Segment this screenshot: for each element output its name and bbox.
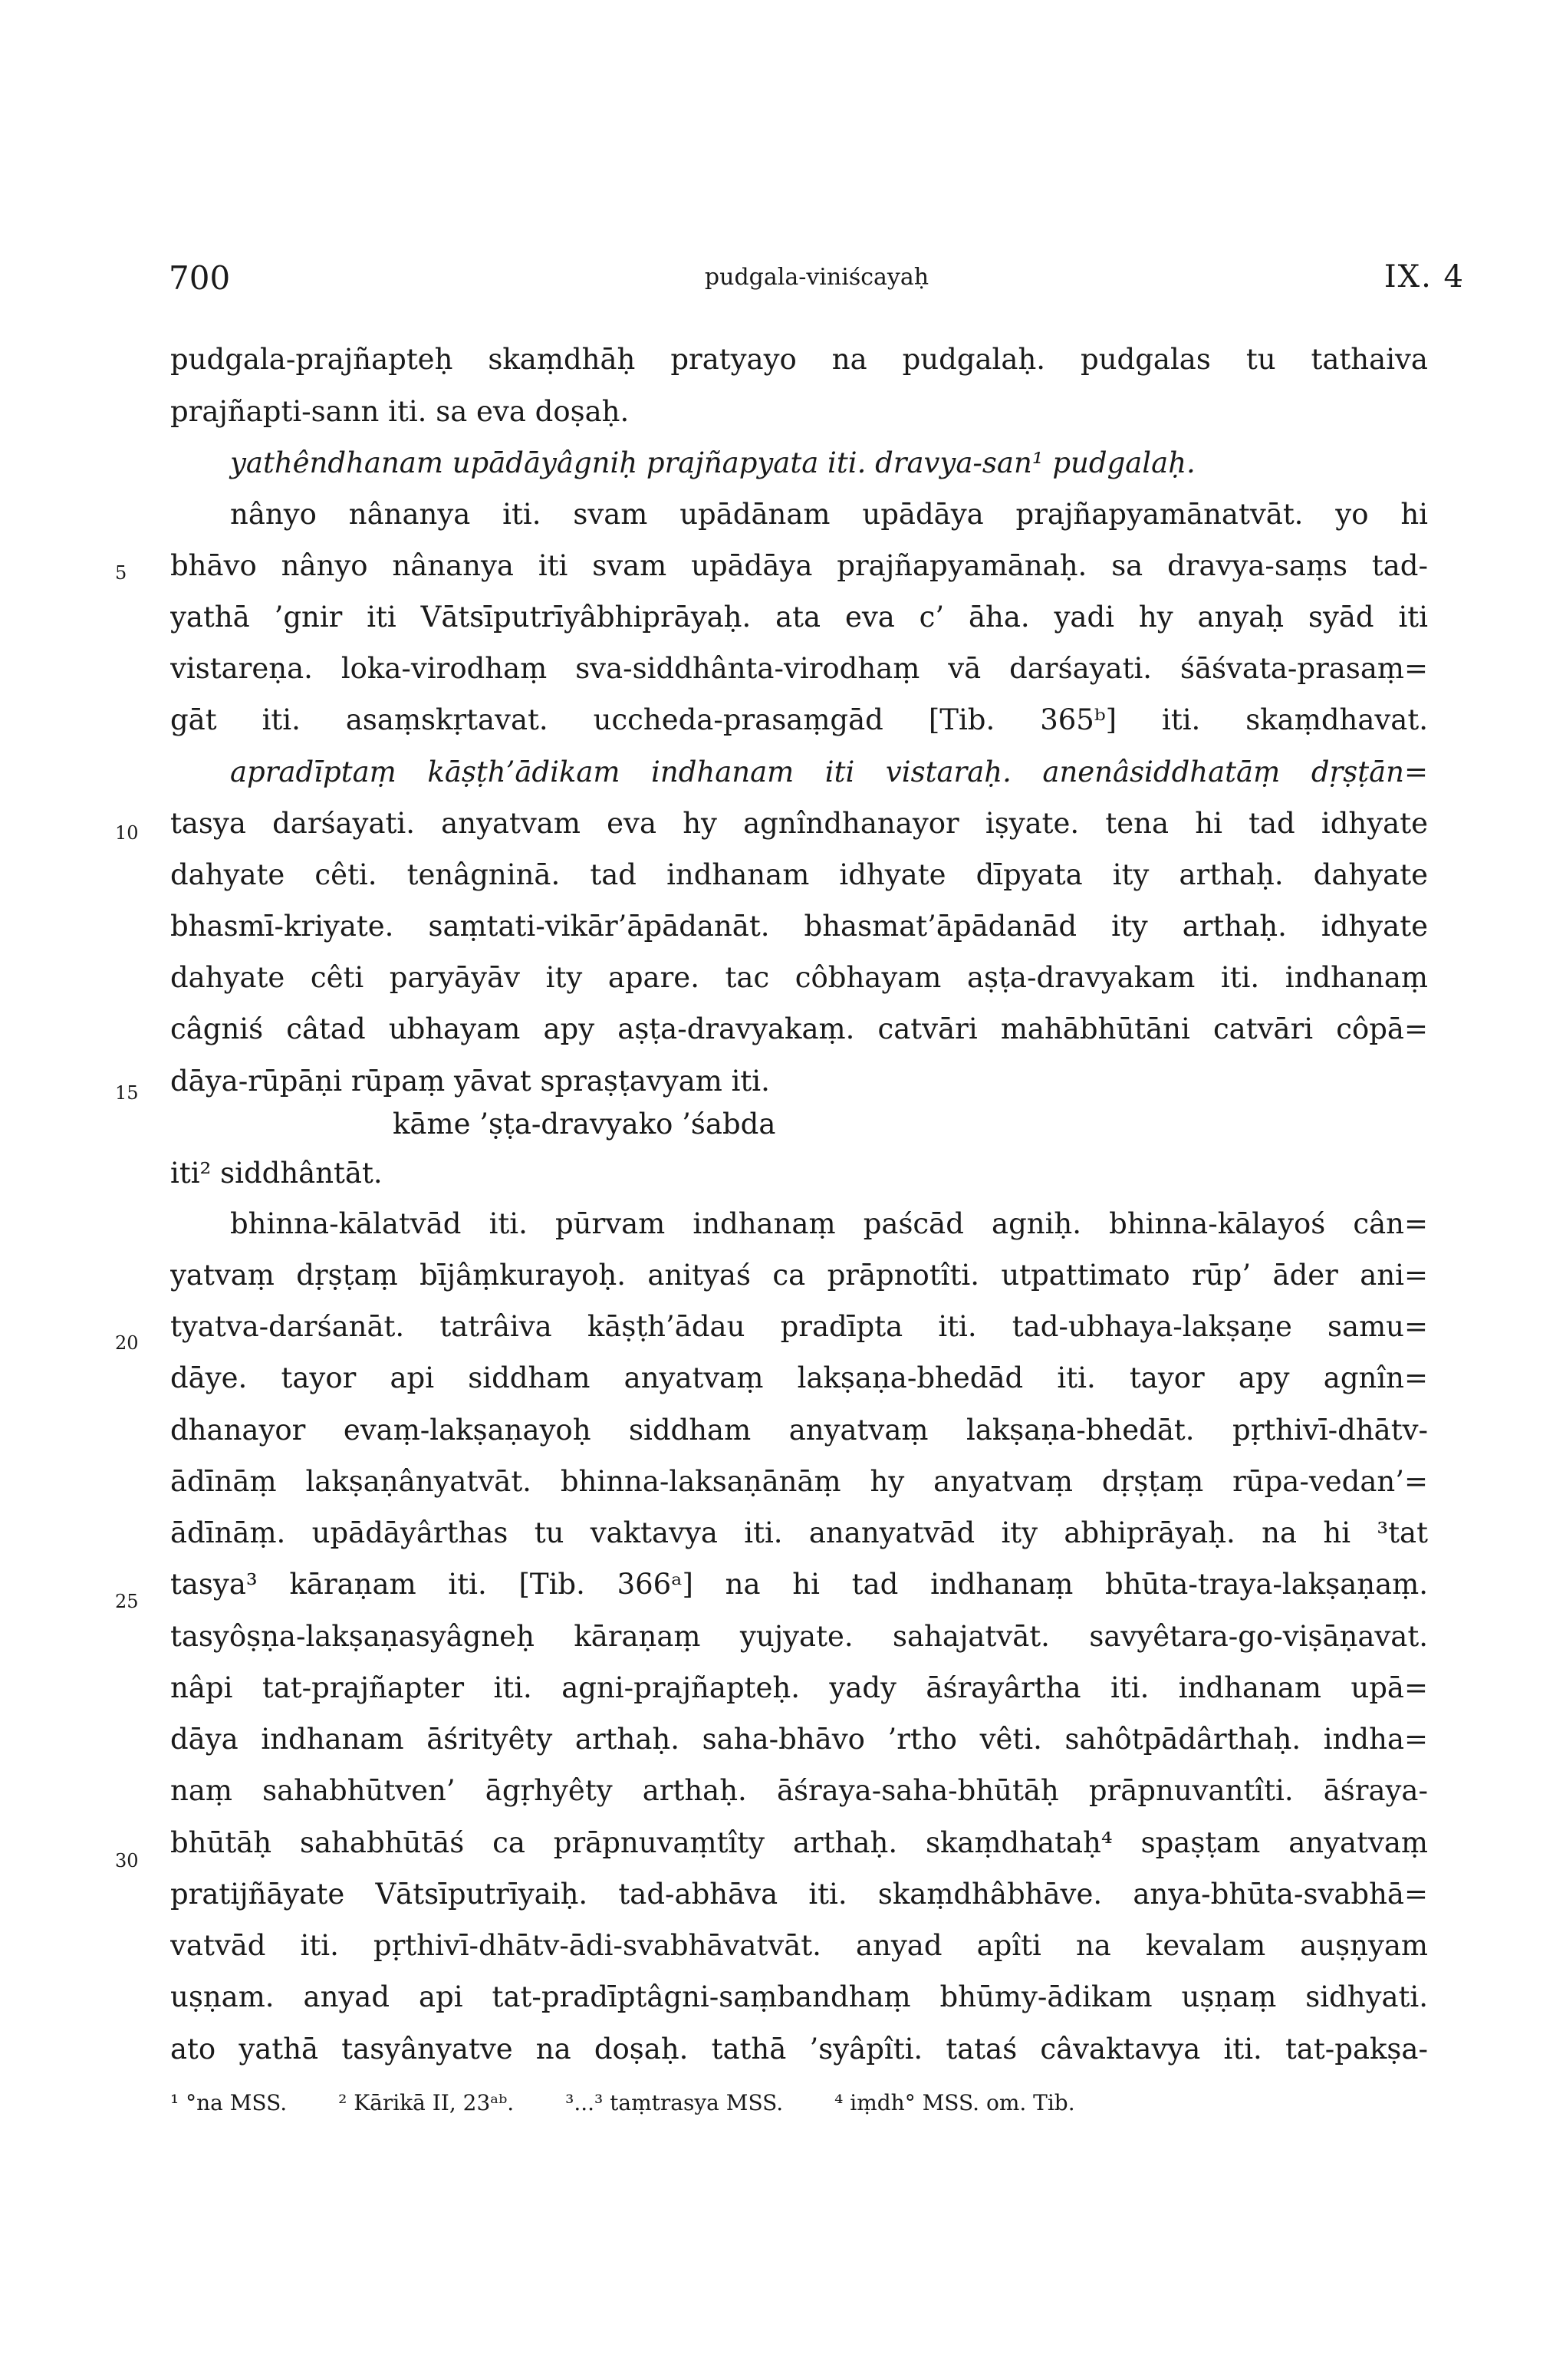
footnote: ⁴ iṃdh° MSS. om. Tib. — [834, 2090, 1075, 2115]
footnotes — [170, 2089, 1428, 2117]
running-title: pudgala-viniścayaḥ — [704, 264, 929, 291]
line-number: 30 — [115, 1850, 139, 1871]
text-line: iti² siddhântāt. — [170, 1157, 383, 1190]
line-number: 25 — [115, 1591, 139, 1612]
footnote: ¹ °na MSS. — [170, 2090, 288, 2115]
text-line: vatvād iti. pṛthivī-dhātv-ādi-svabhāvatvāt. anyad apîti na kevalam auṣṇyam — [170, 1929, 1428, 1962]
text-line: nânyo nânanya iti. svam upādānam upādāya prajñapyamānatvāt. yo hi — [230, 498, 1428, 531]
text-line-content: apradīptaṃ kāṣṭh’ādikam indhanam iti vistaraḥ. anenâsiddhatāṃ dṛṣṭān= — [230, 755, 1428, 788]
text-line: bhinna-kālatvād iti. pūrvam indhanaṃ paścād agniḥ. bhinna-kālayoś cân= — [230, 1207, 1428, 1240]
text-line: vistareṇa. loka-virodhaṃ sva-siddhânta-virodhaṃ vā darśayati. śāśvata-prasaṃ= — [170, 652, 1428, 685]
line-number: 15 — [115, 1082, 139, 1104]
text-line: tasya³ kāraṇam iti. [Tib. 366ᵃ] na hi tad indhanaṃ bhūta-traya-lakṣaṇaṃ. — [170, 1568, 1428, 1601]
text-line: ato yathā tasyânyatve na doṣaḥ. tathā ’syâpîti. tataś câvaktavya iti. tat-pakṣa- — [170, 2033, 1428, 2066]
text-line: yathā ’gnir iti Vātsīputrīyâbhiprāyaḥ. ata eva c’ āha. yadi hy anyaḥ syād iti — [170, 601, 1428, 634]
text-line: pratijñāyate Vātsīputrīyaiḥ. tad-abhāva iti. skaṃdhâbhāve. anya-bhūta-svabhā= — [170, 1878, 1428, 1911]
text-line: prajñapti-sann iti. sa eva doṣaḥ. — [170, 395, 630, 428]
text-line — [170, 445, 1428, 482]
text-line: tasya darśayati. anyatvam eva hy agnîndhanayor iṣyate. tena hi tad idhyate — [170, 807, 1428, 840]
text-line: dahyate cêti. tenâgninā. tad indhanam idhyate dīpyata ity arthaḥ. dahyate — [170, 858, 1428, 891]
text-line: gāt iti. asaṃskṛtavat. uccheda-prasaṃgād [Tib. 365ᵇ] iti. skaṃdhavat. — [170, 703, 1428, 736]
line-number: 10 — [115, 822, 139, 844]
text-line: ādīnāṃ lakṣaṇânyatvāt. bhinna-laksaṇānāṃ hy anyatvaṃ dṛṣṭaṃ rūpa-vedan’= — [170, 1465, 1428, 1498]
running-header — [169, 259, 1465, 305]
line-number: 20 — [115, 1332, 139, 1354]
text-line — [170, 754, 1428, 791]
text-line: dāya indhanam āśrityêty arthaḥ. saha-bhāvo ’rtho vêti. sahôtpādârthaḥ. indha= — [170, 1723, 1428, 1756]
line-number: 5 — [115, 562, 127, 584]
page-number: 700 — [169, 259, 231, 297]
text-line: bhāvo nânyo nânanya iti svam upādāya prajñapyamānaḥ. sa dravya-saṃs tad- — [170, 549, 1428, 582]
text-line: dahyate cêti paryāyāv ity apare. tac côbhayam aṣṭa-dravyakam iti. indhanaṃ — [170, 961, 1428, 994]
text-line: naṃ sahabhūtven’ āgṛhyêty arthaḥ. āśraya-saha-bhūtāḥ prāpnuvantîti. āśraya- — [170, 1774, 1428, 1807]
text-line: ādīnāṃ. upādāyârthas tu vaktavya iti. ananyatvād ity abhiprāyaḥ. na hi ³tat — [170, 1516, 1428, 1549]
text-line-content: yathêndhanam upādāyâgniḥ prajñapyata iti. dravya-san¹ pudgalaḥ. — [230, 446, 1196, 479]
text-line: yatvaṃ dṛṣṭaṃ bījâṃkurayoḥ. anityaś ca prāpnotîti. utpattimato rūp’ āder ani= — [170, 1259, 1428, 1292]
text-line: uṣṇam. anyad api tat-pradīptâgni-saṃbandhaṃ bhūmy-ādikam uṣṇaṃ sidhyati. — [170, 1980, 1428, 2013]
text-line: dāye. tayor api siddham anyatvaṃ lakṣaṇa-bhedād iti. tayor apy agnîn= — [170, 1361, 1428, 1394]
text-line: câgniś câtad ubhayam apy aṣṭa-dravyakaṃ. catvāri mahābhūtāni catvāri côpā= — [170, 1012, 1428, 1045]
footnote: ³...³ taṃtrasya MSS. — [565, 2090, 784, 2115]
text-line: dhanayor evaṃ-lakṣaṇayoḥ siddham anyatvaṃ lakṣaṇa-bhedāt. pṛthivī-dhātv- — [170, 1414, 1428, 1447]
text-line: tasyôṣṇa-lakṣaṇasyâgneḥ kāraṇaṃ yujyate. sahajatvāt. savyêtara-go-viṣāṇavat. — [170, 1620, 1428, 1653]
text-line: tyatva-darśanāt. tatrâiva kāṣṭh’ādau pradīpta iti. tad-ubhaya-lakṣaṇe samu= — [170, 1310, 1428, 1343]
verse-line: kāme ’ṣṭa-dravyako ’śabda — [393, 1108, 776, 1141]
text-line: bhūtāḥ sahabhūtāś ca prāpnuvaṃtîty arthaḥ. skaṃdhataḥ⁴ spaṣṭam anyatvaṃ — [170, 1826, 1428, 1859]
text-line: nâpi tat-prajñapter iti. agni-prajñapteḥ. yady āśrayârtha iti. indhanam upā= — [170, 1671, 1428, 1704]
text-line: bhasmī-kriyate. saṃtati-vikār’āpādanāt. bhasmat’āpādanād ity arthaḥ. idhyate — [170, 910, 1428, 943]
footnote: ² Kārikā II, 23ᵃᵇ. — [338, 2090, 515, 2115]
text-line: dāya-rūpāṇi rūpaṃ yāvat spraṣṭavyam iti. — [170, 1065, 770, 1098]
section-number: IX. 4 — [1383, 259, 1465, 295]
text-line: pudgala-prajñapteḥ skaṃdhāḥ pratyayo na pudgalaḥ. pudgalas tu tathaiva — [170, 343, 1428, 376]
